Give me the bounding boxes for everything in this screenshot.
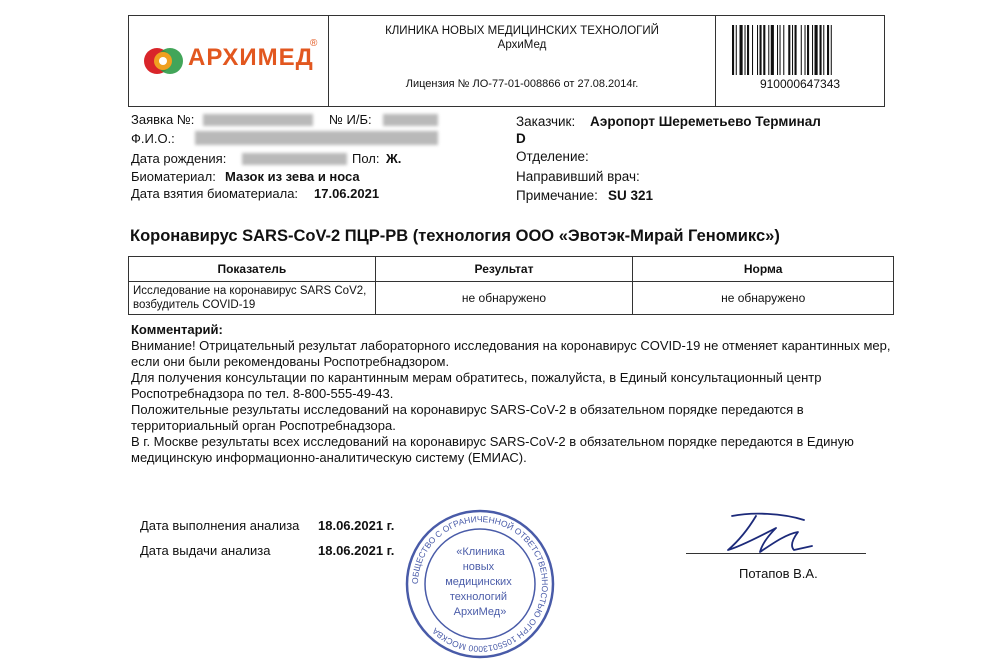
norm-cell: не обнаружено — [633, 282, 894, 315]
sample-date-label: Дата взятия биоматериала: — [131, 186, 299, 201]
stamp-ring-text: ОБЩЕСТВО С ОГРАНИЧЕННОЙ ОТВЕТСТВЕННОСТЬЮ ОГРН 1055013000 МОСКВА — [409, 513, 551, 655]
redacted-order-number — [203, 114, 313, 126]
comment-line: Для получения консультации по карантинным мерам обратитесь, пожалуйста, в Единый консультационный центр Роспотребнадзора по тел. 8-800-555-49-43. — [131, 370, 822, 401]
clinic-stamp — [400, 507, 560, 662]
clinic-info-cell — [329, 16, 716, 106]
comment-line: Внимание! Отрицательный результат лабораторного исследования на коронавирус COVID-19 не отменяет карантинных мер, если они были рекомендованы Роспотребнадзором. — [131, 338, 891, 369]
sex-label: Пол: — [352, 151, 380, 166]
customer-value-cont: D — [516, 131, 526, 146]
logo-text: АРХИМЕД — [188, 44, 314, 71]
registered-icon: ® — [310, 38, 318, 49]
analysis-date-label: Дата выполнения анализа — [140, 518, 300, 533]
biomaterial-value: Мазок из зева и носа — [225, 169, 360, 184]
results-table — [128, 256, 894, 315]
note-value: SU 321 — [608, 188, 654, 203]
clinic-name: КЛИНИКА НОВЫХ МЕДИЦИНСКИХ ТЕХНОЛОГИЙ — [385, 25, 659, 37]
referring-doctor-label: Направивший врач: — [516, 169, 640, 184]
issue-date-value: 18.06.2021 г. — [318, 543, 395, 558]
fio-label: Ф.И.О.: — [131, 131, 175, 146]
table-row — [129, 282, 894, 315]
customer-label: Заказчик: — [516, 114, 576, 129]
license-text: Лицензия № ЛО-77-01-008866 от 27.08.2014г. — [405, 78, 639, 90]
sex-value: Ж. — [386, 151, 402, 166]
barcode-icon — [731, 25, 871, 75]
redacted-ib-number — [383, 114, 438, 126]
redacted-patient-name — [195, 131, 438, 145]
customer-value: Аэропорт Шереметьево Терминал — [590, 114, 821, 129]
logo-cell — [129, 16, 329, 106]
note-label: Примечание: — [516, 188, 598, 203]
test-title: Коронавирус SARS-CoV-2 ПЦР-РВ (технология ООО «Эвотэк-Мирай Геномикс») — [130, 227, 780, 245]
clinic-logo-icon — [141, 44, 187, 78]
doctor-name: Потапов В.А. — [739, 566, 818, 581]
header-norm: Норма — [633, 257, 894, 282]
stamp-text: «Клиника новых медицинских технологий АрхиМед» — [445, 546, 512, 618]
comments-section — [131, 322, 891, 466]
indicator-cell: Исследование на коронавирус SARS CoV2, возбудитель COVID-19 — [129, 282, 376, 315]
barcode-number: 910000647343 — [759, 77, 841, 91]
comment-line: В г. Москве результаты всех исследований на коронавирус SARS-CoV-2 в обязательном порядке передаются в Единую медицинскую информационно-аналитическую систему (ЕМИАС). — [131, 434, 854, 465]
sample-date-value: 17.06.2021 — [314, 186, 380, 201]
comment-line: Положительные результаты исследований на коронавирус SARS-CoV-2 в обязательном порядке передаются в территориальный орган Роспотребнадзора. — [131, 402, 804, 433]
comments-title: Комментарий: — [131, 322, 223, 337]
biomaterial-label: Биоматериал: — [131, 169, 216, 184]
order-label: Заявка №: — [131, 112, 195, 127]
issue-date-label: Дата выдачи анализа — [140, 543, 271, 558]
ib-label: № И/Б: — [329, 112, 372, 127]
redacted-birth-date — [242, 153, 347, 165]
result-cell: не обнаружено — [375, 282, 633, 315]
header-indicator: Показатель — [129, 257, 376, 282]
birth-date-label: Дата рождения: — [131, 151, 227, 166]
table-header-row — [129, 257, 894, 282]
analysis-date-value: 18.06.2021 г. — [318, 518, 395, 533]
barcode-cell — [716, 16, 884, 106]
department-label: Отделение: — [516, 149, 589, 164]
header-result: Результат — [375, 257, 633, 282]
document-header — [128, 15, 885, 107]
clinic-short-name: АрхиМед — [497, 39, 547, 51]
signature-icon — [712, 508, 817, 558]
